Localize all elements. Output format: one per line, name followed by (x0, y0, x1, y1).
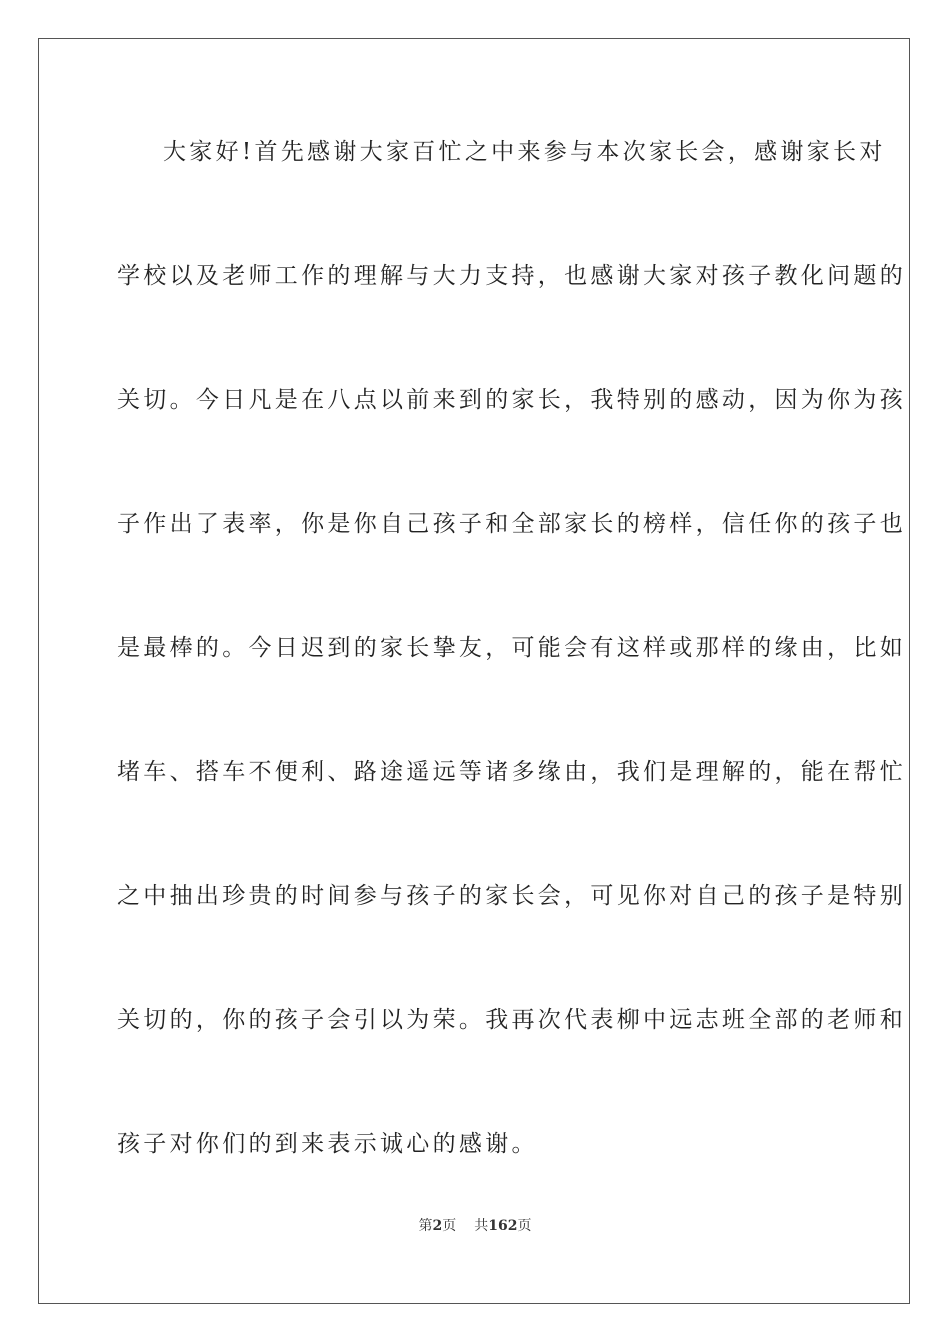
page-footer (0, 1216, 950, 1236)
paragraph-line-9: 孩子对你们的到来表示诚心的感谢。 (117, 1131, 538, 1157)
paragraph-line-5: 是最棒的。今日迟到的家长挚友，可能会有这样或那样的缘由，比如 (117, 635, 906, 661)
paragraph-line-7: 之中抽出珍贵的时间参与孩子的家长会，可见你对自己的孩子是特别 (117, 883, 906, 909)
page-suffix: 页 (442, 1218, 457, 1234)
paragraph-line-6: 堵车、搭车不便利、路途遥远等诸多缘由，我们是理解的，能在帮忙 (117, 759, 906, 785)
total-prefix: 共 (474, 1218, 489, 1234)
paragraph-line-3: 关切。今日凡是在八点以前来到的家长，我特别的感动，因为你为孩 (117, 387, 906, 413)
total-suffix: 页 (517, 1218, 532, 1234)
page-prefix: 第 (418, 1218, 433, 1234)
page-frame (38, 38, 910, 1304)
page-number: 2 (432, 1218, 443, 1234)
paragraph-line-2: 学校以及老师工作的理解与大力支持，也感谢大家对孩子教化问题的 (117, 263, 906, 289)
paragraph-line-1: 大家好!首先感谢大家百忙之中来参与本次家长会，感谢家长对 (163, 139, 886, 165)
total-pages: 162 (488, 1218, 518, 1234)
paragraph-line-8: 关切的，你的孩子会引以为荣。我再次代表柳中远志班全部的老师和 (117, 1007, 906, 1033)
paragraph-line-4: 子作出了表率，你是你自己孩子和全部家长的榜样，信任你的孩子也 (117, 511, 906, 537)
